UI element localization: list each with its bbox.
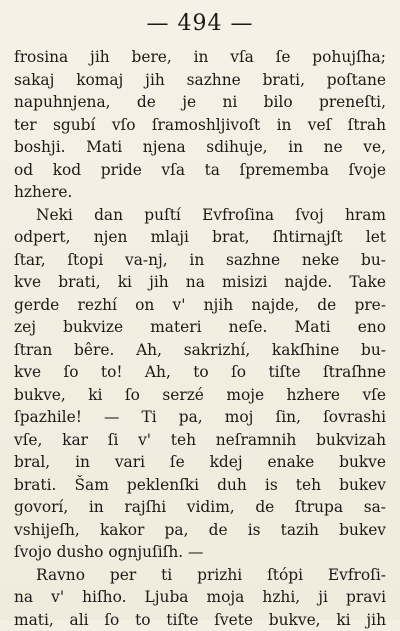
text-line: bral, in vari ſe kdej enake bukve xyxy=(14,451,386,474)
page-number: — 494 — xyxy=(14,10,386,42)
text-line: vſe, kar ſi v' teh neſramnih bukvizah xyxy=(14,429,386,452)
text-line: ſtar, ſtopi va-nj, in sazhne neke bu- xyxy=(14,249,386,272)
text-line: govorí, in rajſhi vidim, de ſtrupa sa- xyxy=(14,496,386,519)
text-line: boshji. Mati njena sdihuje, in ne ve, xyxy=(14,136,386,159)
text-line: frosina jih bere, in vſa ſe pohujſha; xyxy=(14,46,386,69)
text-line: od kod pride vſa ta ſprememba ſvoje xyxy=(14,159,386,182)
text-line: odpert, njen mlaji brat, ſhtirnajſt let xyxy=(14,226,386,249)
text-line: bukve, ki ſo serzé moje hzhere vſe xyxy=(14,384,386,407)
text-line: brati. Šam peklenſki duh is teh bukev xyxy=(14,474,386,497)
text-line: ſvojo dusho ognjuſiſh. — xyxy=(14,541,386,564)
text-line: ſpazhile! — Ti pa, moj ſin, ſovrashi xyxy=(14,406,386,429)
text-line: Ravno per ti prizhi ſtópi Evfroſi- xyxy=(14,564,386,587)
text-line: ter sgubí vſo ſramoshljivoſt in veſ ſtrah xyxy=(14,114,386,137)
text-line: vshijeſh, kakor pa, de is tazih bukev xyxy=(14,519,386,542)
text-line: napuhnjena, de je ni bilo preneſti, xyxy=(14,91,386,114)
text-line: Neki dan puſtí Evfroſina ſvoj hram xyxy=(14,204,386,227)
text-line: zej bukvize materi neſe. Mati eno xyxy=(14,316,386,339)
text-line: kve brati, ki jih na misizi najde. Take xyxy=(14,271,386,294)
text-line: gerde rezhí on v' njih najde, de pre- xyxy=(14,294,386,317)
text-line: hzhere. xyxy=(14,181,386,204)
text-line: sakaj komaj jih sazhne brati, poſtane xyxy=(14,69,386,92)
text-line: kve ſo to! Ah, to ſo tiſte ſtraſhne xyxy=(14,361,386,384)
body-text xyxy=(14,46,386,631)
text-line: ſtran bêre. Ah, sakrizhí, kakſhine bu- xyxy=(14,339,386,362)
text-line: mati, ali ſo to tiſte ſvete bukve, ki jih xyxy=(14,609,386,631)
text-line: na v' hiſho. Ljuba moja hzhi, ji pravi xyxy=(14,586,386,609)
